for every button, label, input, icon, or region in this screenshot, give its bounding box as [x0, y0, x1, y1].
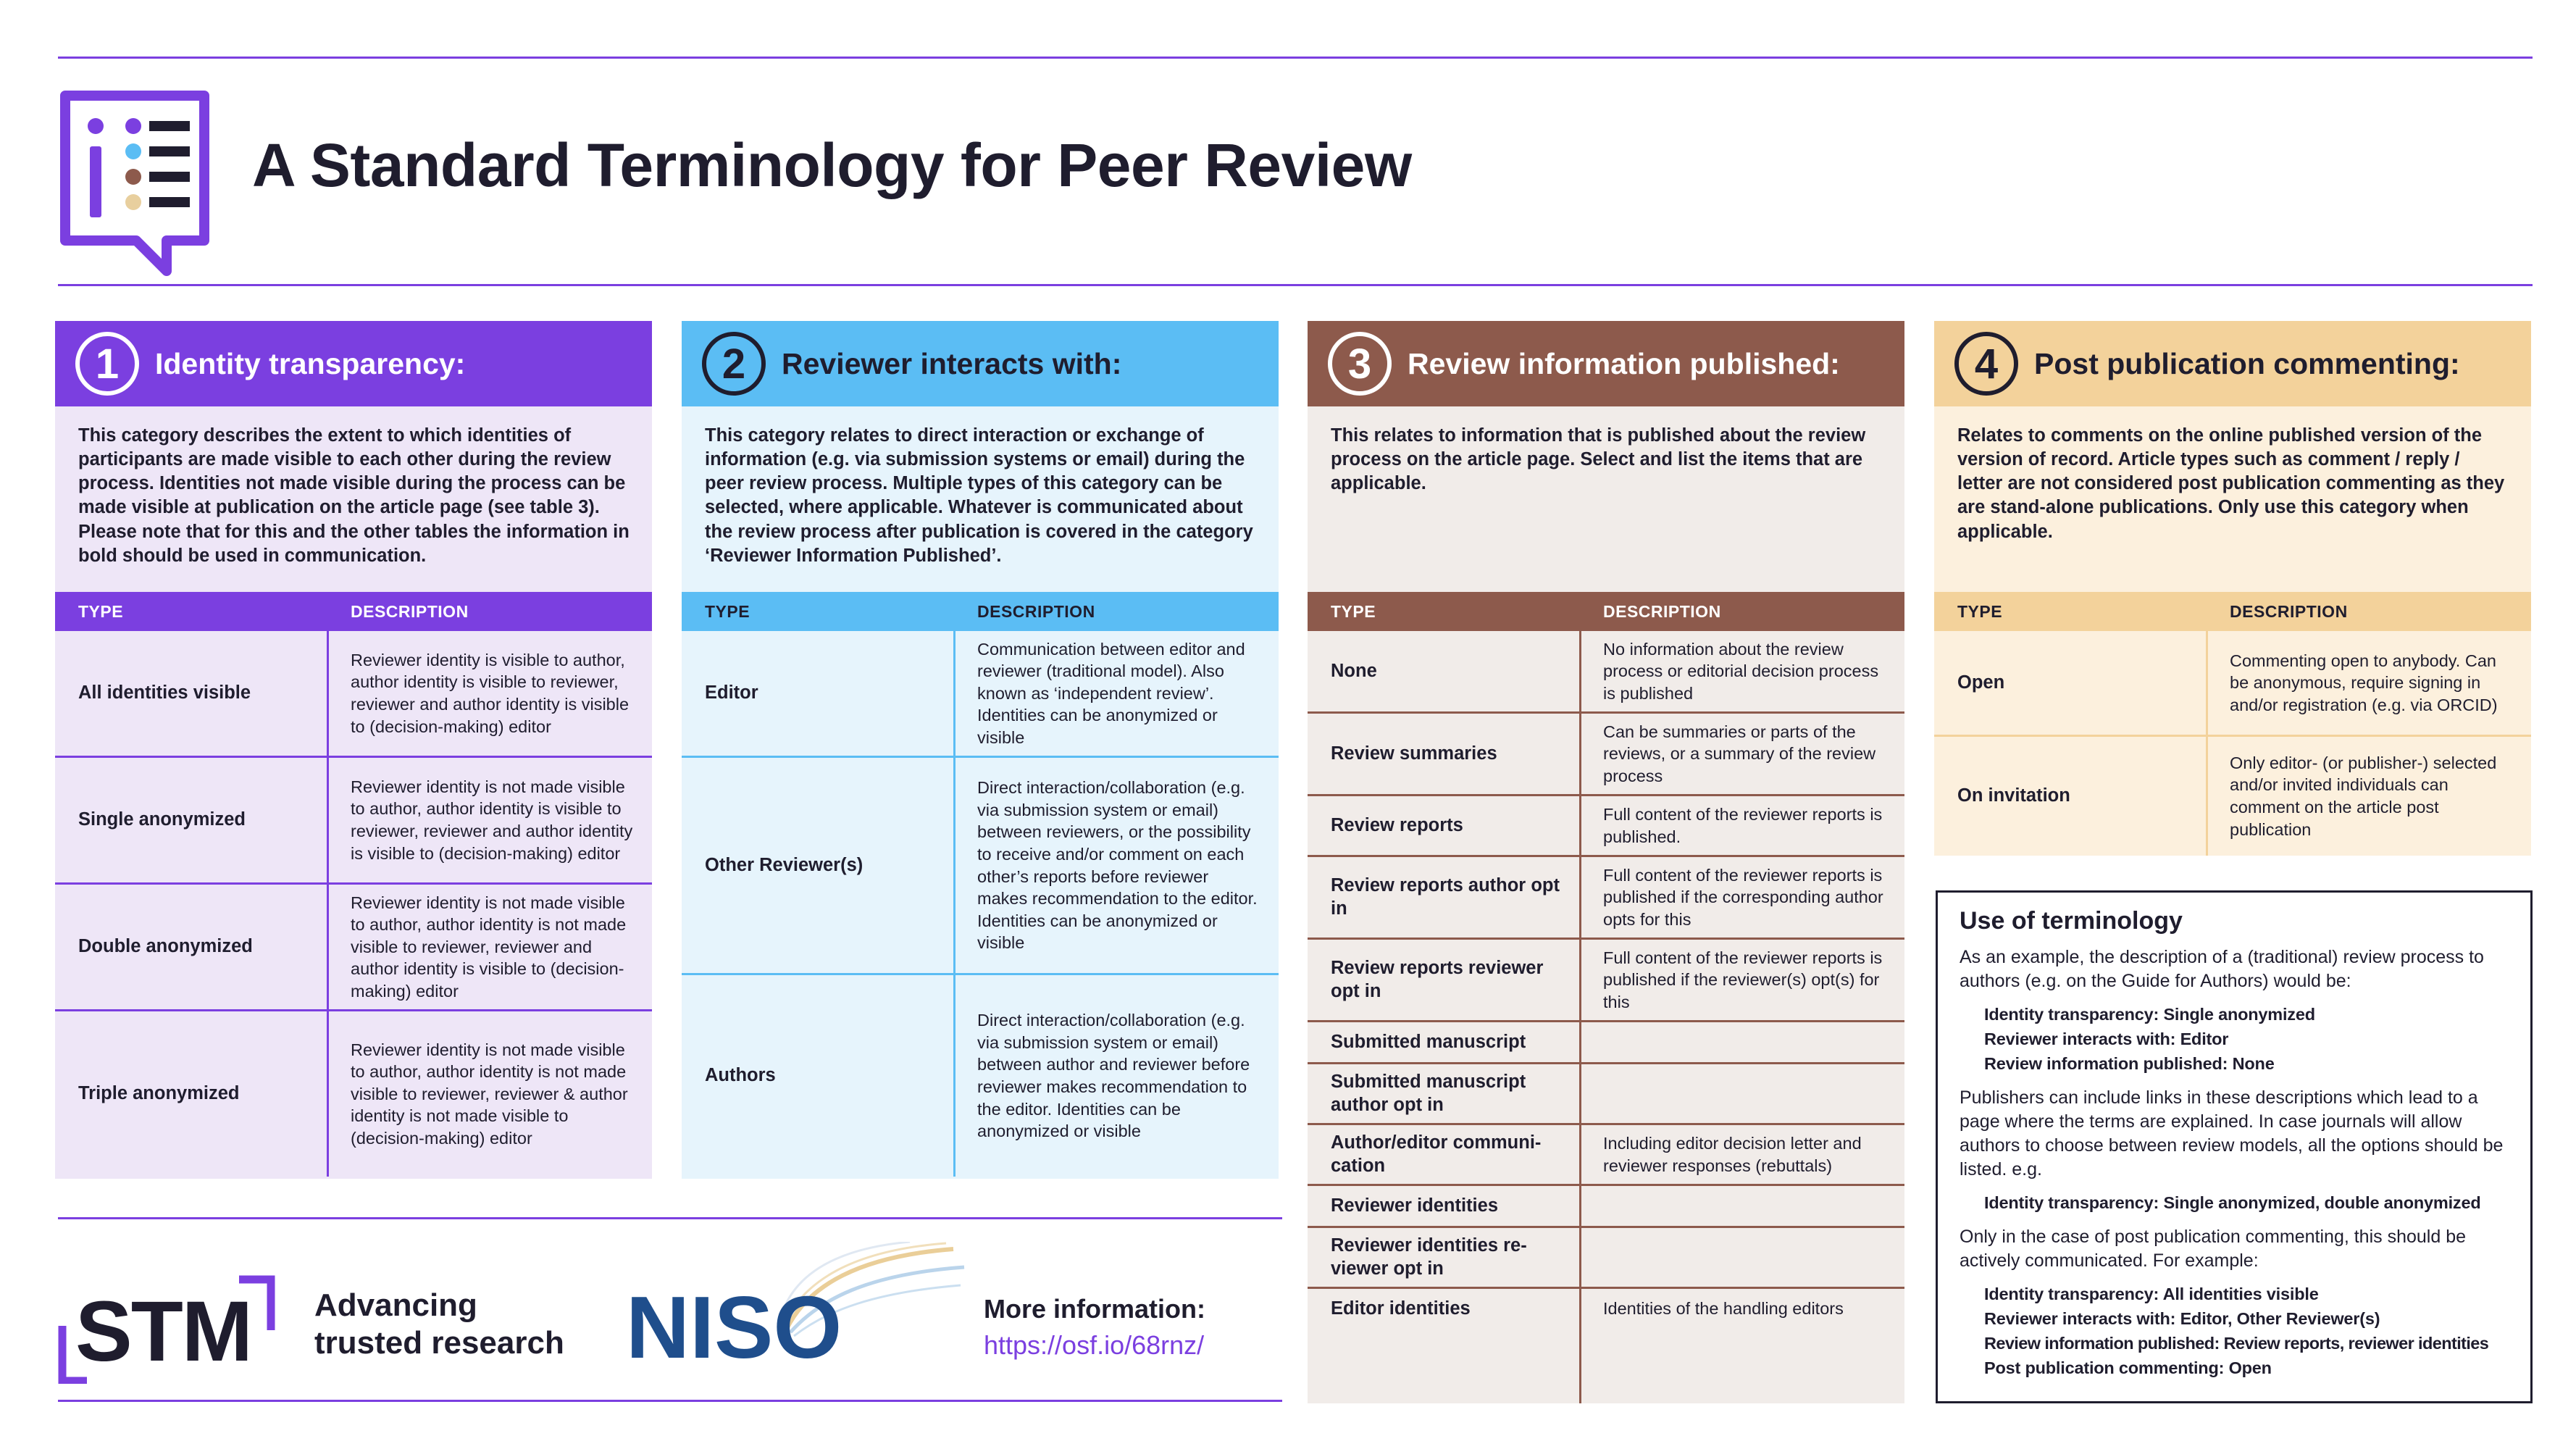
- description-cell: [1581, 857, 1904, 938]
- table-row: [55, 631, 652, 758]
- panel-header: [682, 321, 1279, 406]
- type-cell: Single anonymized: [55, 758, 329, 882]
- example-line: Review information published: None: [1984, 1054, 2275, 1074]
- description-cell: [1581, 1228, 1904, 1287]
- description-text: Direct interaction/collaboration (e.g. via submission system or email) between reviewers, or the possibility to receive and/or comment on each other’s reports before reviewer makes recommendation to the editor. Identities can be anonymized or visible: [977, 778, 1258, 953]
- description-cell: [1581, 1125, 1904, 1184]
- example-line: Reviewer interacts with: Editor, Other Reviewer(s): [1984, 1309, 2380, 1329]
- table-row: [1308, 796, 1904, 857]
- table-header: [55, 592, 652, 631]
- panel-post-publication-commenting: [1934, 321, 2531, 856]
- description-text: Direct interaction/collaboration (e.g. via submission system or email) between author and reviewer before reviewer makes recommendation to the editor. Identities can be anonymized or visible: [977, 1011, 1250, 1141]
- table-row: [55, 1011, 652, 1177]
- table-row: [1308, 1125, 1904, 1186]
- description-cell: [1581, 1064, 1904, 1123]
- footer-top-rule: [58, 1217, 1282, 1219]
- description-cell: [2208, 737, 2531, 856]
- type-cell: Review summaries: [1308, 714, 1581, 794]
- type-cell: Review reports author opt in: [1308, 857, 1581, 938]
- type-cell: Submitted manuscript author opt in: [1308, 1064, 1581, 1123]
- panel-intro: This category describes the extent to which identities of participants are made visible to each other during the review process. Identities not made visible during the process can be made visible at publication on the article page (see table 3). Please note that for this and the other tables the information in bold should be used in communication.: [55, 406, 652, 592]
- top-rule: [58, 57, 2533, 59]
- table-row: [1308, 1022, 1904, 1064]
- description-text: Only editor- (or publisher-) selected and/or invited individuals can comment on the article post publication: [2230, 753, 2497, 839]
- type-cell: On invitation: [1934, 737, 2208, 856]
- panel-title: Review information published:: [1408, 346, 1840, 380]
- tagline-line: trusted research: [314, 1324, 564, 1361]
- panel-header: [55, 321, 652, 406]
- niso-logo-text: NISO: [626, 1278, 842, 1365]
- table-row: [1934, 631, 2531, 737]
- panel-title: Identity transparency:: [155, 346, 466, 380]
- type-cell: Author/editor communi-cation: [1308, 1125, 1581, 1184]
- table-row: [55, 885, 652, 1011]
- page-title: A Standard Terminology for Peer Review: [252, 131, 1412, 199]
- example-group: [1960, 1282, 2510, 1380]
- type-cell: Double anonymized: [55, 885, 329, 1009]
- header-rule: [58, 284, 2533, 286]
- type-cell: Editor: [682, 631, 955, 756]
- tagline-line: Advancing: [314, 1287, 477, 1323]
- footer-bottom-rule: [58, 1400, 1282, 1402]
- description-cell: [329, 631, 652, 756]
- panel-intro: This category relates to direct interaction or exchange of information (e.g. via submission systems or email) during the peer review process. Multiple types of this category can be selected, where applicable. Whatever is communicated about the review process after publication is covered in the category ‘Reviewer Information Published’.: [682, 406, 1279, 592]
- number-badge: 4: [1954, 332, 2018, 396]
- column-header-type: TYPE: [1957, 601, 2003, 621]
- type-cell: None: [1308, 631, 1581, 711]
- example-group: [1960, 1190, 2510, 1215]
- example-line: Identity transparency: Single anonymized: [1984, 1005, 2315, 1024]
- table-header: [1934, 592, 2531, 631]
- use-of-terminology-box: [1936, 890, 2533, 1403]
- description-text: Full content of the reviewer reports is published if the corresponding author opts for this: [1603, 865, 1883, 929]
- table-row: [1308, 1186, 1904, 1228]
- table-row: [682, 758, 1279, 975]
- type-cell: Reviewer identities: [1308, 1186, 1581, 1226]
- table-row: [1934, 737, 2531, 856]
- description-cell: [955, 975, 1279, 1177]
- terminology-title: Use of terminology: [1960, 907, 2183, 935]
- table-row: [1308, 631, 1904, 714]
- panel-identity-transparency: [55, 321, 652, 1179]
- description-cell: [1581, 1186, 1904, 1226]
- description-text: Commenting open to anybody. Can be anonymous, require signing in and/or registration (e.g. via ORCID): [2230, 651, 2498, 714]
- terminology-paragraph: As an example, the description of a (traditional) review process to authors (e.g. on the Guide for Authors) would be:: [1960, 947, 2484, 991]
- description-cell: [329, 885, 652, 1009]
- table-row: [682, 975, 1279, 1177]
- terminology-paragraph: Only in the case of post publication commenting, this should be actively communicated. For example:: [1960, 1227, 2467, 1271]
- column-header-description: DESCRIPTION: [977, 601, 1095, 621]
- type-cell: All identities visible: [55, 631, 329, 756]
- table-row: [1308, 1228, 1904, 1289]
- column-header-description: DESCRIPTION: [2230, 601, 2348, 621]
- description-cell: [329, 758, 652, 882]
- table-row: [1308, 940, 1904, 1022]
- description-text: Reviewer identity is not made visible to author, author identity is not made visible to reviewer, reviewer & author identity is not made visible to (decision-making) editor: [351, 1040, 628, 1148]
- description-cell: [1581, 1022, 1904, 1062]
- panel-review-information-published: [1308, 321, 1904, 1403]
- type-cell: Triple anonymized: [55, 1011, 329, 1177]
- description-text: Reviewer identity is not made visible to author, author identity is visible to reviewer, reviewer and author identity is visible to (decision-making) editor: [351, 777, 633, 863]
- column-header-type: TYPE: [1331, 601, 1376, 621]
- panel-title: Post publication commenting:: [2034, 346, 2460, 380]
- description-text: Including editor decision letter and reviewer responses (rebuttals): [1603, 1133, 1862, 1175]
- description-cell: [1581, 940, 1904, 1020]
- description-text: Reviewer identity is visible to author, author identity is visible to reviewer, reviewer and author identity is visible to (decision-making) editor: [351, 650, 630, 736]
- example-line: Identity transparency: Single anonymized, double anonymized: [1984, 1193, 2481, 1213]
- description-text: No information about the review process or editorial decision process is published: [1603, 639, 1879, 703]
- table-row: [1308, 1064, 1904, 1125]
- stm-tagline: [314, 1287, 564, 1362]
- panel-intro: Relates to comments on the online published version of the version of record. Article types such as comment / reply / letter are not considered post publication commenting as they are stand-alone publications. Only use this category when applicable.: [1934, 406, 2531, 592]
- type-cell: Open: [1934, 631, 2208, 735]
- description-cell: [1581, 714, 1904, 794]
- type-cell: Reviewer identities re-viewer opt in: [1308, 1228, 1581, 1287]
- description-text: Communication between editor and reviewer (traditional model). Also known as ‘independent review’. Identities can be anonymized or visible: [977, 639, 1245, 747]
- table-body: [1934, 631, 2531, 856]
- description-cell: [955, 758, 1279, 973]
- table-row: [1308, 857, 1904, 940]
- niso-logo-icon: [620, 1242, 968, 1365]
- type-cell: Submitted manuscript: [1308, 1022, 1581, 1062]
- number-badge: 3: [1328, 332, 1392, 396]
- table-row: [682, 631, 1279, 758]
- description-cell: [2208, 631, 2531, 735]
- terminology-paragraph: Publishers can include links in these descriptions which lead to a page where the terms are explained. In case journals will allow authors to choose between review models, all the options should be listed. e.g.: [1960, 1087, 2504, 1180]
- more-information-link[interactable]: https://osf.io/68rnz/: [984, 1330, 1205, 1360]
- description-text: Reviewer identity is not made visible to author, author identity is not made visible to reviewer, reviewer and author identity is visible to (decision-making) editor: [351, 893, 627, 1001]
- example-line: Identity transparency: All identities visible: [1984, 1285, 2319, 1304]
- type-cell: Authors: [682, 975, 955, 1177]
- panel-header: [1308, 321, 1904, 406]
- table-body: [55, 631, 652, 1179]
- panel-intro: This relates to information that is published about the review process on the article page. Select and list the items that are applicable.: [1308, 406, 1904, 592]
- type-cell: Editor identities: [1308, 1289, 1581, 1403]
- panel-title: Reviewer interacts with:: [782, 346, 1122, 380]
- description-text: Full content of the reviewer reports is published if the reviewer(s) opt(s) for this: [1603, 948, 1883, 1011]
- table-header: [1308, 592, 1904, 631]
- description-text: Can be summaries or parts of the reviews, or a summary of the review process: [1603, 722, 1876, 785]
- type-cell: Review reports: [1308, 796, 1581, 855]
- table-header: [682, 592, 1279, 631]
- column-header-type: TYPE: [78, 601, 124, 621]
- table-row: [1308, 714, 1904, 796]
- example-line: Reviewer interacts with: Editor: [1984, 1030, 2229, 1049]
- panel-header: [1934, 321, 2531, 406]
- description-cell: [329, 1011, 652, 1177]
- table-row: [1308, 1289, 1904, 1403]
- table-body: [1308, 631, 1904, 1403]
- column-header-description: DESCRIPTION: [1603, 601, 1721, 621]
- description-cell: [1581, 796, 1904, 855]
- column-header-description: DESCRIPTION: [351, 601, 469, 621]
- description-text: Identities of the handling editors: [1603, 1299, 1844, 1318]
- description-cell: [1581, 631, 1904, 711]
- example-group: [1960, 1002, 2510, 1076]
- example-line: Post publication commenting: Open: [1984, 1358, 2272, 1378]
- description-cell: [955, 631, 1279, 756]
- type-cell: Review reports reviewer opt in: [1308, 940, 1581, 1020]
- description-cell: [1581, 1289, 1904, 1403]
- type-cell: Other Reviewer(s): [682, 758, 955, 973]
- checklist-speech-bubble-icon: [58, 88, 212, 278]
- more-information-label: More information:: [984, 1294, 1205, 1324]
- number-badge: 2: [702, 332, 766, 396]
- column-header-type: TYPE: [705, 601, 750, 621]
- example-line: Review information published: Review reports, reviewer identities: [1984, 1334, 2489, 1353]
- table-body: [682, 631, 1279, 1179]
- stm-logo-text: STM: [75, 1284, 252, 1379]
- description-text: Full content of the reviewer reports is published.: [1603, 804, 1883, 846]
- table-row: [55, 758, 652, 885]
- panel-reviewer-interacts-with: [682, 321, 1279, 1179]
- number-badge: 1: [75, 332, 139, 396]
